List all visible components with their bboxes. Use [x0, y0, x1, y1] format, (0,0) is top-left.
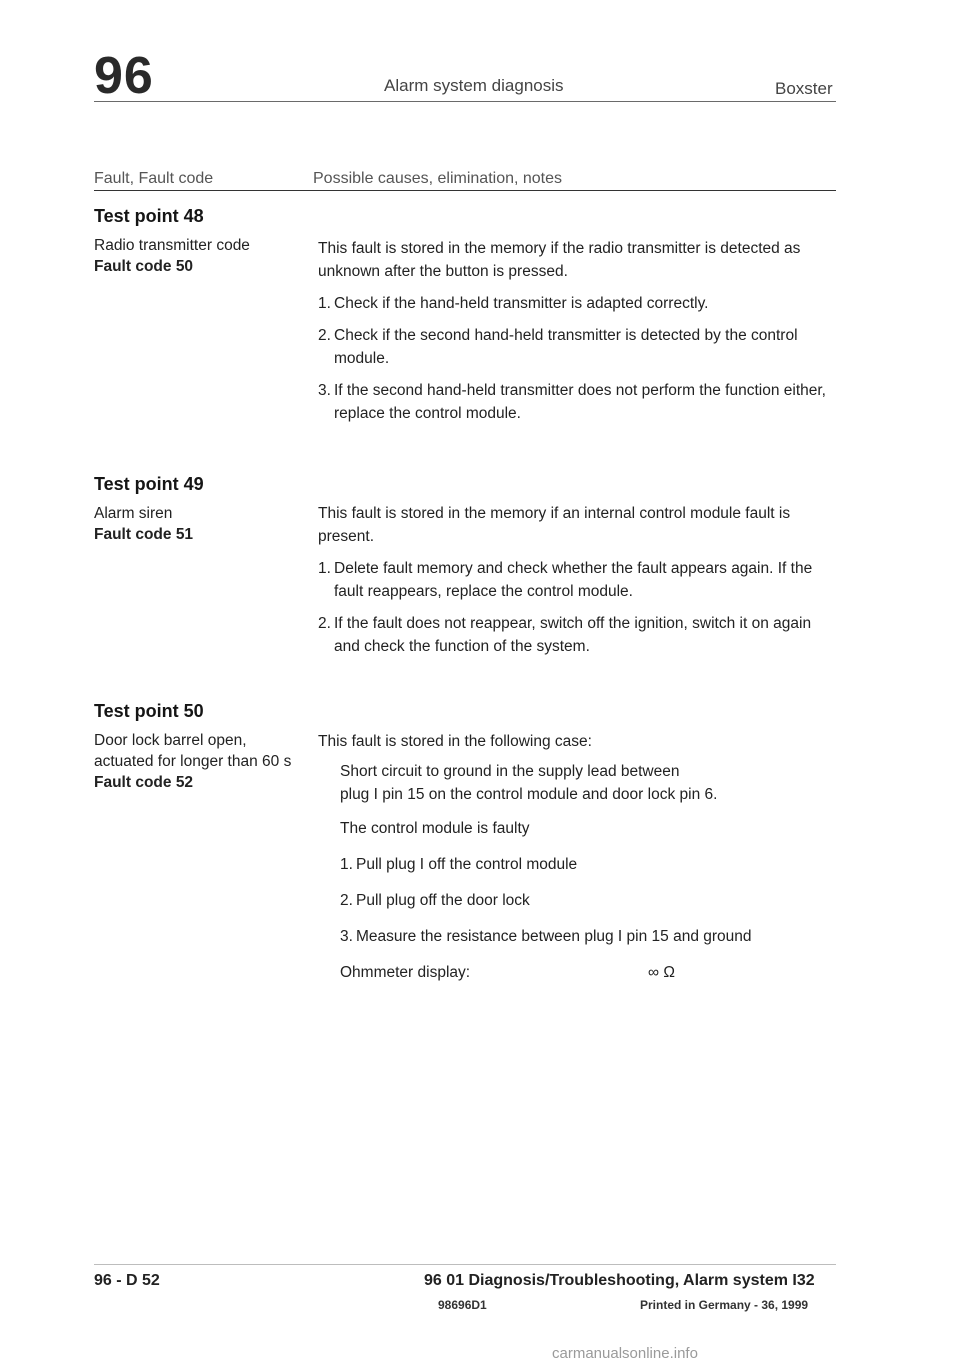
list-item	[318, 379, 838, 425]
step-number: 2.	[340, 892, 353, 909]
step-number: 1.	[318, 295, 331, 312]
step-number: 3.	[318, 382, 331, 399]
case-2: The control module is faulty	[340, 820, 530, 837]
step-text: Delete fault memory and check whether the fault appears again. If the fault reappears, replace the control module.	[334, 560, 813, 600]
list-item	[318, 612, 838, 658]
ohmmeter-value: ∞ Ω	[648, 964, 675, 981]
fault-name: Radio transmitter code	[94, 237, 250, 254]
fault-code: Fault code 50	[94, 258, 194, 275]
step-text: Measure the resistance between plug I pin 15 and ground	[356, 928, 752, 945]
model-name: Boxster	[775, 79, 833, 98]
column-divider	[94, 190, 836, 191]
test-point-49-notes	[318, 502, 838, 658]
test-point-48-left	[94, 206, 250, 277]
step-number: 3.	[340, 928, 353, 945]
intro-text: This fault is stored in the memory if an internal control module fault is present.	[318, 505, 791, 545]
test-point-title: Test point 48	[94, 206, 204, 226]
document-code: 98696D1	[438, 1298, 487, 1312]
print-info: Printed in Germany - 36, 1999	[640, 1298, 809, 1312]
step-number: 1.	[318, 560, 331, 577]
header-divider	[94, 101, 836, 102]
step-text: If the fault does not reappear, switch off the ignition, switch it on again and check the function of the system.	[334, 615, 812, 655]
test-point-50-left	[94, 701, 291, 793]
page-number: 96 - D 52	[94, 1272, 160, 1289]
case-1	[340, 760, 838, 806]
footer-section: 96 01 Diagnosis/Troubleshooting, Alarm system I32	[424, 1272, 815, 1289]
list-item	[340, 889, 838, 912]
fault-name: Door lock barrel open,	[94, 732, 247, 749]
step-text: Check if the second hand-held transmitter is detected by the control module.	[334, 327, 798, 367]
watermark: carmanualsonline.info	[552, 1345, 698, 1362]
test-point-49-left	[94, 474, 204, 545]
step-number: 2.	[318, 327, 331, 344]
step-number: 1.	[340, 856, 353, 873]
ohmmeter-row	[340, 961, 838, 984]
step-text: If the second hand-held transmitter does not perform the function either, replace the control module.	[334, 382, 826, 422]
step-text: Pull plug off the door lock	[356, 892, 530, 909]
column-heading-causes: Possible causes, elimination, notes	[313, 170, 563, 187]
list-item	[340, 925, 838, 948]
step-text: Check if the hand-held transmitter is adapted correctly.	[334, 295, 709, 312]
step-text: Pull plug I off the control module	[356, 856, 578, 873]
list-item	[318, 557, 838, 603]
footer-divider	[94, 1264, 836, 1265]
list-item	[318, 324, 838, 370]
fault-name-cont: actuated for longer than 60 s	[94, 753, 292, 770]
step-number: 2.	[318, 615, 331, 632]
test-point-title: Test point 50	[94, 701, 204, 721]
test-point-48-notes	[318, 237, 838, 425]
page-title: Alarm system diagnosis	[384, 76, 564, 95]
ohmmeter-label: Ohmmeter display:	[340, 964, 471, 981]
fault-code: Fault code 52	[94, 774, 194, 791]
intro-text: This fault is stored in the memory if the radio transmitter is detected as unknown after the button is pressed.	[318, 240, 801, 280]
fault-code: Fault code 51	[94, 526, 194, 543]
list-item	[340, 853, 838, 876]
case-text: Short circuit to ground in the supply lead between	[340, 763, 680, 780]
test-point-title: Test point 49	[94, 474, 204, 494]
list-item	[318, 292, 838, 315]
intro-text: This fault is stored in the following case:	[318, 733, 592, 750]
case-text-cont: plug I pin 15 on the control module and door lock pin 6.	[340, 786, 718, 803]
column-heading-fault: Fault, Fault code	[94, 170, 214, 187]
fault-name: Alarm siren	[94, 505, 173, 522]
test-point-50-notes	[318, 730, 838, 984]
chapter-number: 96	[94, 47, 154, 105]
